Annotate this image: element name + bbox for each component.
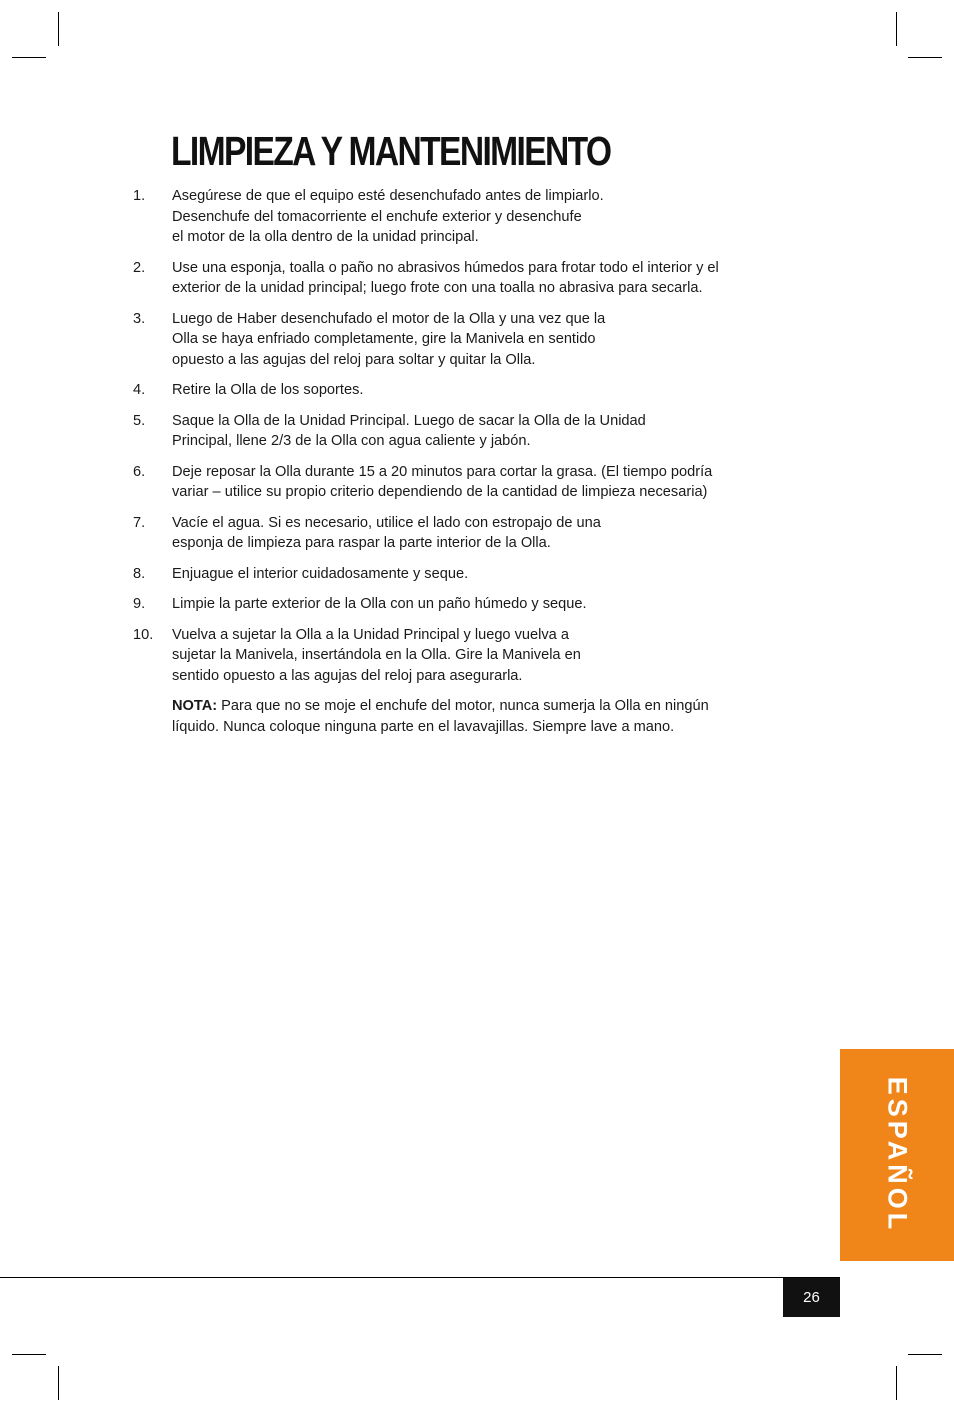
list-item — [133, 258, 773, 299]
list-item — [133, 309, 773, 371]
step-number: 3. — [133, 310, 146, 327]
note-paragraph — [172, 696, 773, 737]
crop-mark — [896, 1366, 897, 1400]
list-item — [133, 462, 773, 503]
step-text: sentido opuesto a las agujas del reloj para asegurarla. — [172, 667, 523, 684]
list-item — [133, 411, 773, 452]
crop-mark — [896, 12, 897, 46]
step-number: 9. — [133, 596, 146, 612]
step-text: Enjuague el interior cuidadosamente y seque. — [172, 565, 469, 582]
step-text: Vacíe el agua. Si es necesario, utilice el lado con estropajo de una — [172, 514, 601, 531]
language-tab — [840, 1049, 954, 1261]
step-number: 1. — [133, 188, 146, 204]
step-text: esponja de limpieza para raspar la parte interior de la Olla. — [172, 535, 551, 551]
steps-list — [133, 186, 773, 747]
crop-mark — [908, 57, 942, 58]
list-item — [133, 594, 773, 615]
step-text: Saque la Olla de la Unidad Principal. Luego de sacar la Olla de la Unidad — [172, 412, 646, 429]
crop-mark — [12, 57, 46, 58]
list-item — [133, 564, 773, 585]
step-number: 5. — [133, 412, 146, 429]
step-number: 4. — [133, 382, 146, 398]
crop-mark — [908, 1354, 942, 1355]
crop-mark — [58, 12, 59, 46]
crop-mark — [58, 1366, 59, 1400]
list-item — [133, 380, 773, 401]
step-text: opuesto a las agujas del reloj para soltar y quitar la Olla. — [172, 351, 536, 368]
step-text: el motor de la olla dentro de la unidad principal. — [172, 229, 479, 245]
step-text: Retire la Olla de los soportes. — [172, 382, 364, 398]
step-text: Asegúrese de que el equipo esté desenchufado antes de limpiarlo. — [172, 188, 604, 204]
note-label: NOTA: — [172, 698, 218, 714]
step-number: 7. — [133, 514, 146, 531]
step-text: exterior de la unidad principal; luego frote con una toalla no abrasiva para secarla. — [172, 280, 703, 296]
step-text: variar – utilice su propio criterio dependiendo de la cantidad de limpieza necesaria) — [172, 484, 708, 500]
list-item — [133, 513, 773, 554]
page-title: LIMPIEZA Y MANTENIMIENTO — [171, 128, 611, 174]
note-text: Para que no se moje el enchufe del motor, nunca sumerja la Olla en ningún — [217, 698, 709, 714]
step-text: Vuelva a sujetar la Olla a la Unidad Principal y luego vuelva a — [172, 626, 569, 643]
note-text: líquido. Nunca coloque ninguna parte en el lavavajillas. Siempre lave a mano. — [172, 718, 675, 735]
list-item — [133, 186, 773, 248]
step-text: sujetar la Manivela, insertándola en la Olla. Gire la Manivela en — [172, 647, 581, 663]
list-item — [133, 625, 773, 738]
page-number: 26 — [783, 1278, 840, 1317]
step-text: Olla se haya enfriado completamente, gire la Manivela en sentido — [172, 331, 596, 347]
step-text: Luego de Haber desenchufado el motor de la Olla y una vez que la — [172, 310, 606, 327]
step-number: 10. — [133, 626, 154, 643]
step-text: Deje reposar la Olla durante 15 a 20 minutos para cortar la grasa. (El tiempo podría — [172, 463, 713, 480]
crop-mark — [12, 1354, 46, 1355]
step-number: 6. — [133, 463, 146, 480]
footer-divider — [0, 1277, 840, 1278]
step-text: Desenchufe del tomacorriente el enchufe exterior y desenchufe — [172, 208, 582, 225]
step-number: 2. — [133, 259, 146, 276]
step-text: Principal, llene 2/3 de la Olla con agua caliente y jabón. — [172, 433, 531, 449]
step-number: 8. — [133, 565, 146, 582]
note-line — [172, 696, 773, 717]
step-text: Limpie la parte exterior de la Olla con un paño húmedo y seque. — [172, 596, 587, 612]
step-text: Use una esponja, toalla o paño no abrasivos húmedos para frotar todo el interior y el — [172, 259, 719, 276]
language-tab-label: ESPAÑOL — [882, 1076, 913, 1234]
